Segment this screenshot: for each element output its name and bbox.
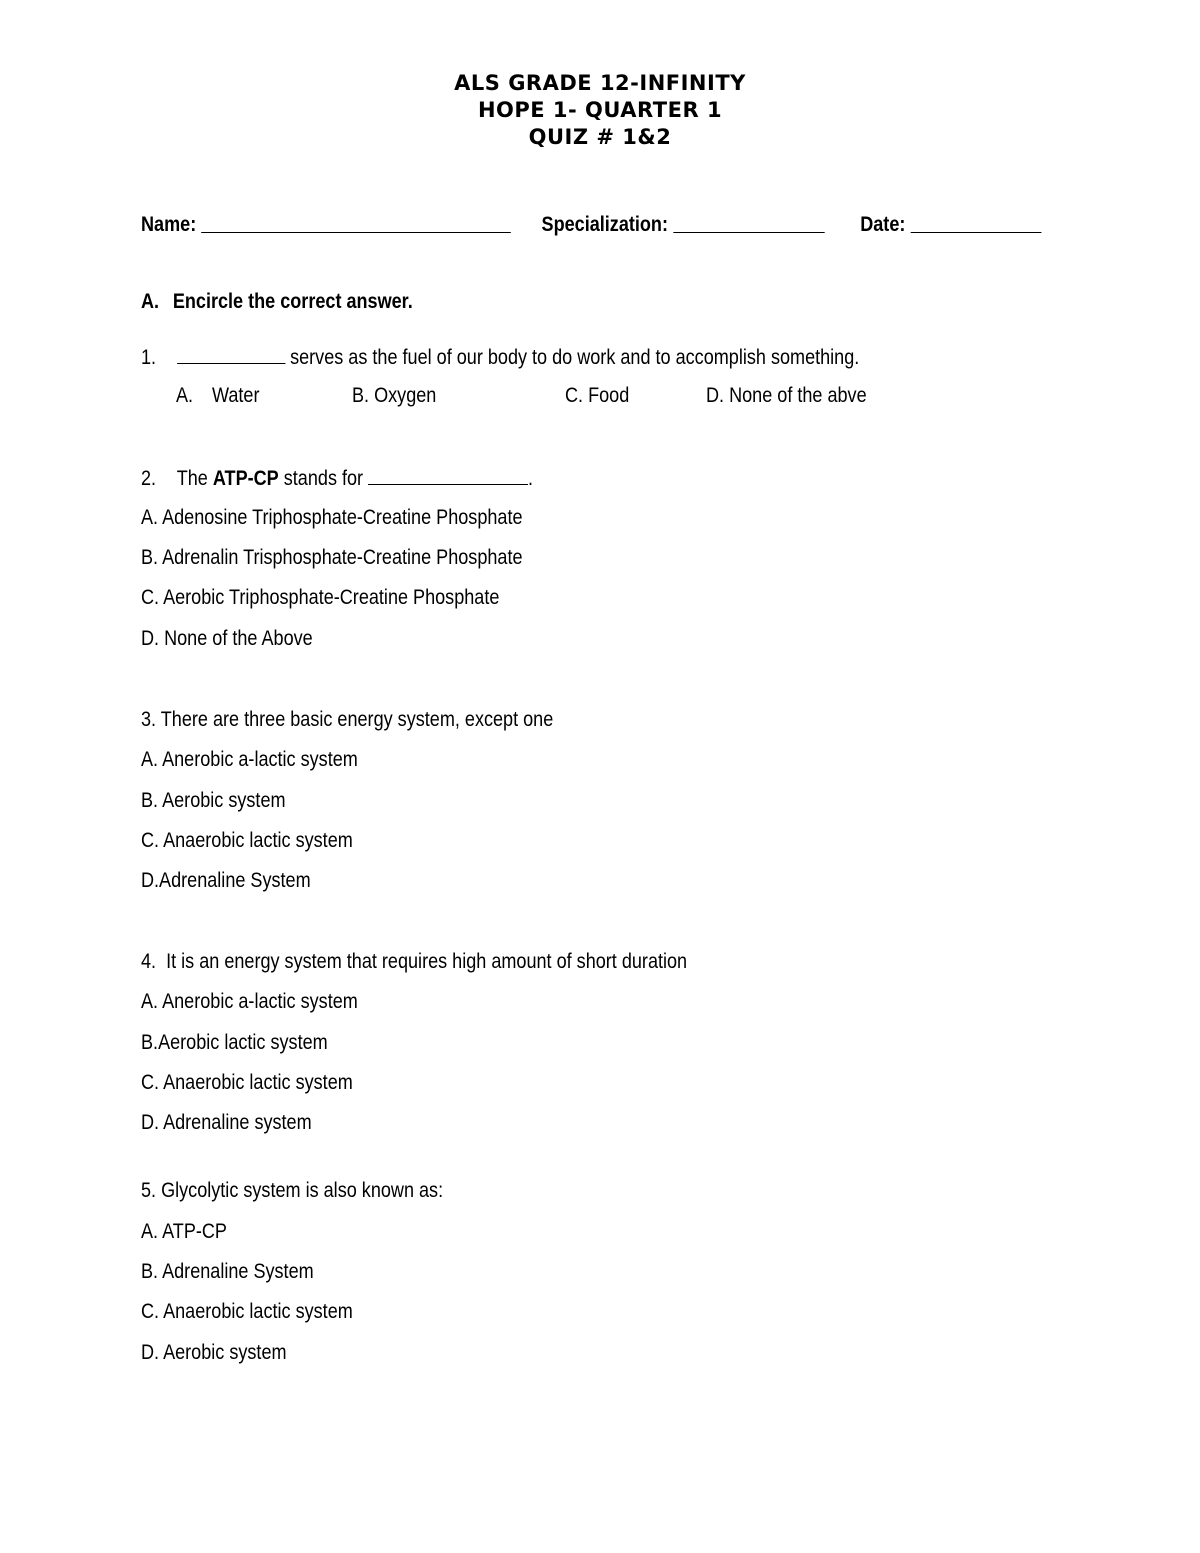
- q4-choice-b: B.Aerobic lactic system: [141, 1031, 328, 1054]
- q2-choice-a: A. Adenosine Triphosphate-Creatine Phosphate: [141, 506, 523, 529]
- q4-choice-d: D. Adrenaline system: [141, 1111, 312, 1134]
- question-4: 4. It is an energy system that requires high amount of short duration: [141, 950, 688, 973]
- q5-choice-c: C. Anaerobic lactic system: [141, 1300, 353, 1323]
- q4-choice-a: A. Anerobic a-lactic system: [141, 990, 358, 1013]
- q5-choice-a: A. ATP-CP: [141, 1220, 227, 1243]
- title-line-1: ALS GRADE 12-INFINITY: [454, 71, 746, 95]
- q1-number: 1.: [141, 346, 157, 369]
- title-line-3: QUIZ # 1&2: [528, 125, 672, 149]
- name-label: Name:: [141, 213, 197, 236]
- specialization-label: Specialization:: [541, 213, 668, 236]
- document-title: [0, 70, 1200, 151]
- question-2: [141, 464, 533, 492]
- question-1: [141, 343, 859, 371]
- section-letter: A.: [141, 290, 160, 313]
- q3-choice-a: A. Anerobic a-lactic system: [141, 748, 358, 771]
- q2-choice-b: B. Adrenalin Trisphosphate-Creatine Phosphate: [141, 546, 523, 569]
- q2-emphasis: ATP-CP: [212, 467, 279, 490]
- q1-choice-c: C. Food: [565, 384, 630, 407]
- q2-answer-blank[interactable]: [368, 464, 528, 485]
- question-5: 5. Glycolytic system is also known as:: [141, 1179, 444, 1202]
- section-instruction: Encircle the correct answer.: [172, 290, 413, 313]
- q2-choice-c: C. Aerobic Triphosphate-Creatine Phosphate: [141, 586, 500, 609]
- name-blank[interactable]: [201, 212, 511, 233]
- q5-choice-b: B. Adrenaline System: [141, 1260, 314, 1283]
- q4-choice-c: C. Anaerobic lactic system: [141, 1071, 353, 1094]
- q1-choice-a: Water: [212, 384, 260, 407]
- date-blank[interactable]: [910, 212, 1041, 233]
- q3-choice-b: B. Aerobic system: [141, 789, 286, 812]
- q1-choice-a-letter: A.: [176, 384, 194, 407]
- q1-choice-b: B. Oxygen: [352, 384, 437, 407]
- question-3: 3. There are three basic energy system, except one: [141, 708, 554, 731]
- title-line-2: HOPE 1- QUARTER 1: [477, 98, 723, 122]
- q3-choice-d: D.Adrenaline System: [141, 869, 311, 892]
- section-heading: [141, 289, 413, 315]
- q5-choice-d: D. Aerobic system: [141, 1341, 287, 1364]
- specialization-blank[interactable]: [673, 212, 824, 233]
- q1-answer-blank[interactable]: [177, 343, 285, 364]
- q2-number: 2.: [141, 467, 157, 490]
- q3-choice-c: C. Anaerobic lactic system: [141, 829, 353, 852]
- student-info-row: [141, 210, 1041, 238]
- q2-end: .: [528, 467, 534, 490]
- date-label: Date:: [860, 213, 906, 236]
- q2-choice-d: D. None of the Above: [141, 627, 313, 650]
- q2-text-before: The: [176, 467, 208, 490]
- q1-text: serves as the fuel of our body to do work and to accomplish something.: [290, 346, 860, 369]
- q1-choice-d: D. None of the abve: [706, 384, 867, 407]
- q2-text-after: stands for: [283, 467, 364, 490]
